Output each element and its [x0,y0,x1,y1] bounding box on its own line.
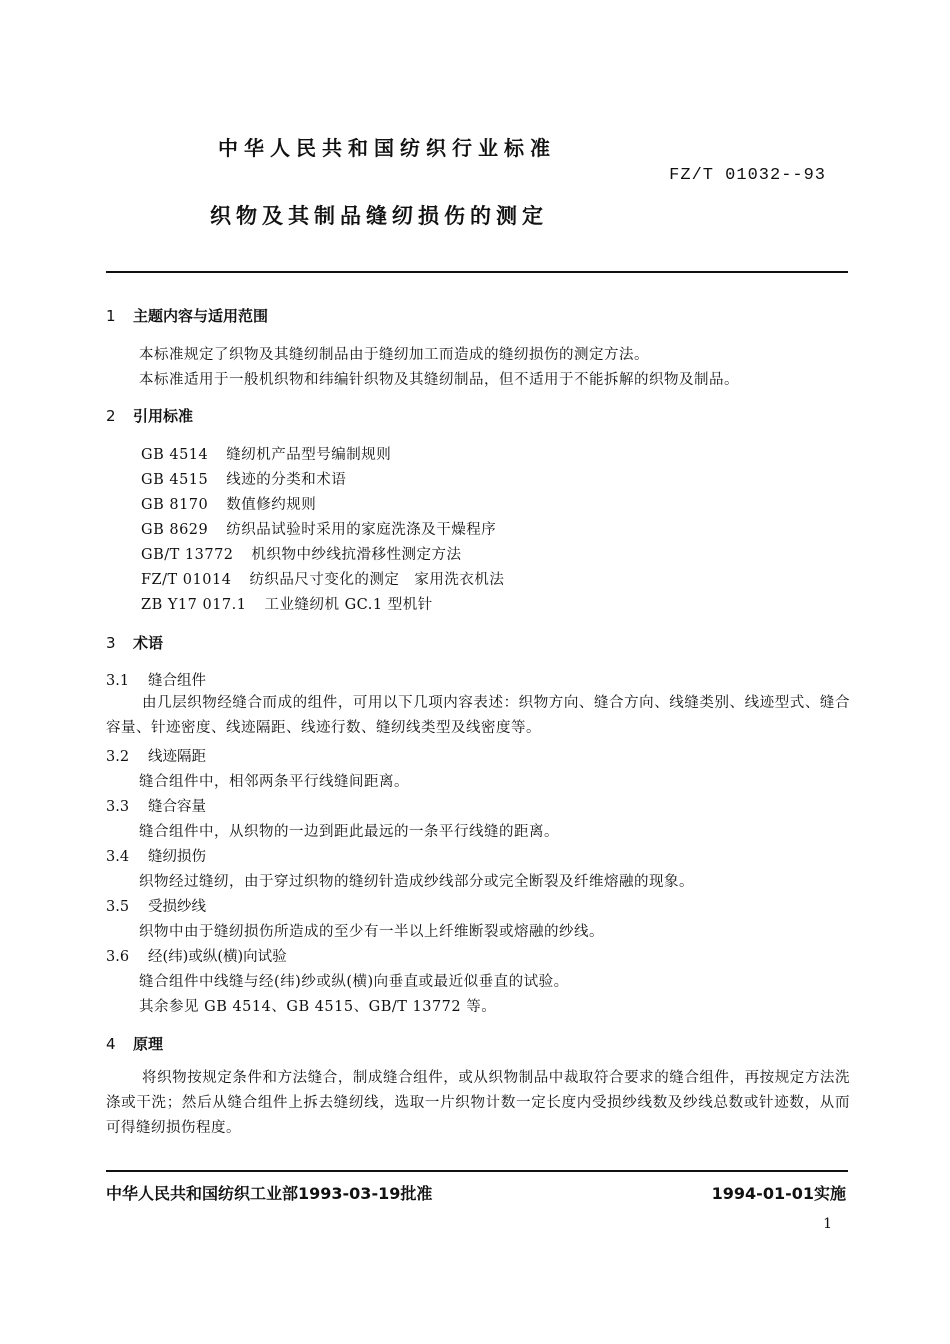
term-number: 3.3 [106,799,130,815]
reference-title: 纺织品试验时采用的家庭洗涤及干燥程序 [226,522,497,538]
org-title: 中华人民共和国纺织行业标准 [218,136,556,160]
section-number: 2 [106,407,116,425]
reference-item [141,468,346,489]
reference-item [141,493,316,514]
reference-code: GB 8629 [141,522,209,538]
section-title: 原理 [133,1035,164,1053]
term-definition: 缝合组件中，相邻两条平行线缝间距离。 [139,774,409,790]
reference-item [141,543,462,564]
reference-title: 线迹的分类和术语 [226,472,347,488]
reference-item [141,443,391,464]
effective-date: 1994-01-01实施 [711,1184,846,1203]
reference-item [141,593,433,614]
reference-code: GB 8170 [141,497,209,513]
term-heading [106,795,206,816]
term-heading [106,669,206,690]
term-number: 3.6 [106,949,130,965]
footer-divider [106,1170,848,1172]
reference-code: GB 4514 [141,447,209,463]
term-definition: 缝合组件中，从织物的一边到距此最远的一条平行线缝的距离。 [139,824,559,840]
term-name: 缝合组件 [148,673,206,689]
section-number: 3 [106,634,116,652]
term-heading [106,895,206,916]
terms-note: 其余参见 GB 4514、GB 4515、GB/T 13772 等。 [139,999,497,1015]
term-number: 3.2 [106,749,130,765]
term-number: 3.5 [106,899,130,915]
term-name: 缝纫损伤 [148,849,206,865]
section-1-para-2: 本标准适用于一般机织物和纬编针织物及其缝纫制品，但不适用于不能拆解的织物及制品。 [139,372,739,388]
section-3-heading [106,632,163,653]
reference-item [141,568,504,589]
reference-title: 工业缝纫机 GC.1 型机针 [264,597,433,613]
term-name: 线迹隔距 [148,749,206,765]
reference-title: 缝纫机产品型号编制规则 [226,447,392,463]
term-definition: 织物经过缝纫，由于穿过织物的缝纫针造成纱线部分或完全断裂及纤维熔融的现象。 [139,874,694,890]
section-4-heading [106,1033,163,1054]
reference-code: GB/T 13772 [141,547,234,563]
section-1-heading [106,305,268,326]
term-name: 经(纬)或纵(横)向试验 [148,949,287,965]
standard-code: FZ/T 01032--93 [669,166,826,185]
term-heading [106,845,206,866]
term-heading [106,745,206,766]
term-definition: 缝合组件中线缝与经(纬)纱或纵(横)向垂直或最近似垂直的试验。 [139,974,569,990]
term-number: 3.4 [106,849,130,865]
term-name: 受损纱线 [148,899,206,915]
term-definition: 由几层织物经缝合而成的组件，可用以下几项内容表述：织物方向、缝合方向、线缝类别、线迹型式、缝合容量、针迹密度、线迹隔距、线迹行数、缝纫线类型及线密度等。 [106,695,850,736]
reference-code: FZ/T 01014 [141,572,232,588]
section-title: 术语 [133,634,164,652]
section-number: 4 [106,1035,116,1053]
section-2-heading [106,405,193,426]
term-heading [106,945,287,966]
approval-line: 中华人民共和国纺织工业部1993-03-19批准 [106,1184,433,1203]
reference-title: 纺织品尺寸变化的测定 家用洗衣机法 [249,572,505,588]
term-number: 3.1 [106,673,130,689]
reference-code: ZB Y17 017.1 [141,597,247,613]
section-4-para: 将织物按规定条件和方法缝合，制成缝合组件，或从织物制品中裁取符合要求的缝合组件，再按规定方法洗涤或干洗；然后从缝合组件上拆去缝纫线，选取一片织物计数一定长度内受损纱线数及纱线总数或针迹数，从而可得缝纫损伤程度。 [106,1070,850,1136]
reference-item [141,518,496,539]
section-1-para-1: 本标准规定了织物及其缝纫制品由于缝纫加工而造成的缝纫损伤的测定方法。 [139,347,649,363]
reference-code: GB 4515 [141,472,209,488]
section-title: 主题内容与适用范围 [133,307,269,325]
page-number: 1 [823,1216,832,1232]
header-divider [106,271,848,273]
reference-title: 数值修约规则 [226,497,317,513]
reference-title: 机织物中纱线抗滑移性测定方法 [251,547,462,563]
section-number: 1 [106,307,116,325]
section-title: 引用标准 [133,407,194,425]
term-definition: 织物中由于缝纫损伤所造成的至少有一半以上纤维断裂或熔融的纱线。 [139,924,604,940]
document-title: 织物及其制品缝纫损伤的测定 [210,204,548,228]
term-name: 缝合容量 [148,799,206,815]
